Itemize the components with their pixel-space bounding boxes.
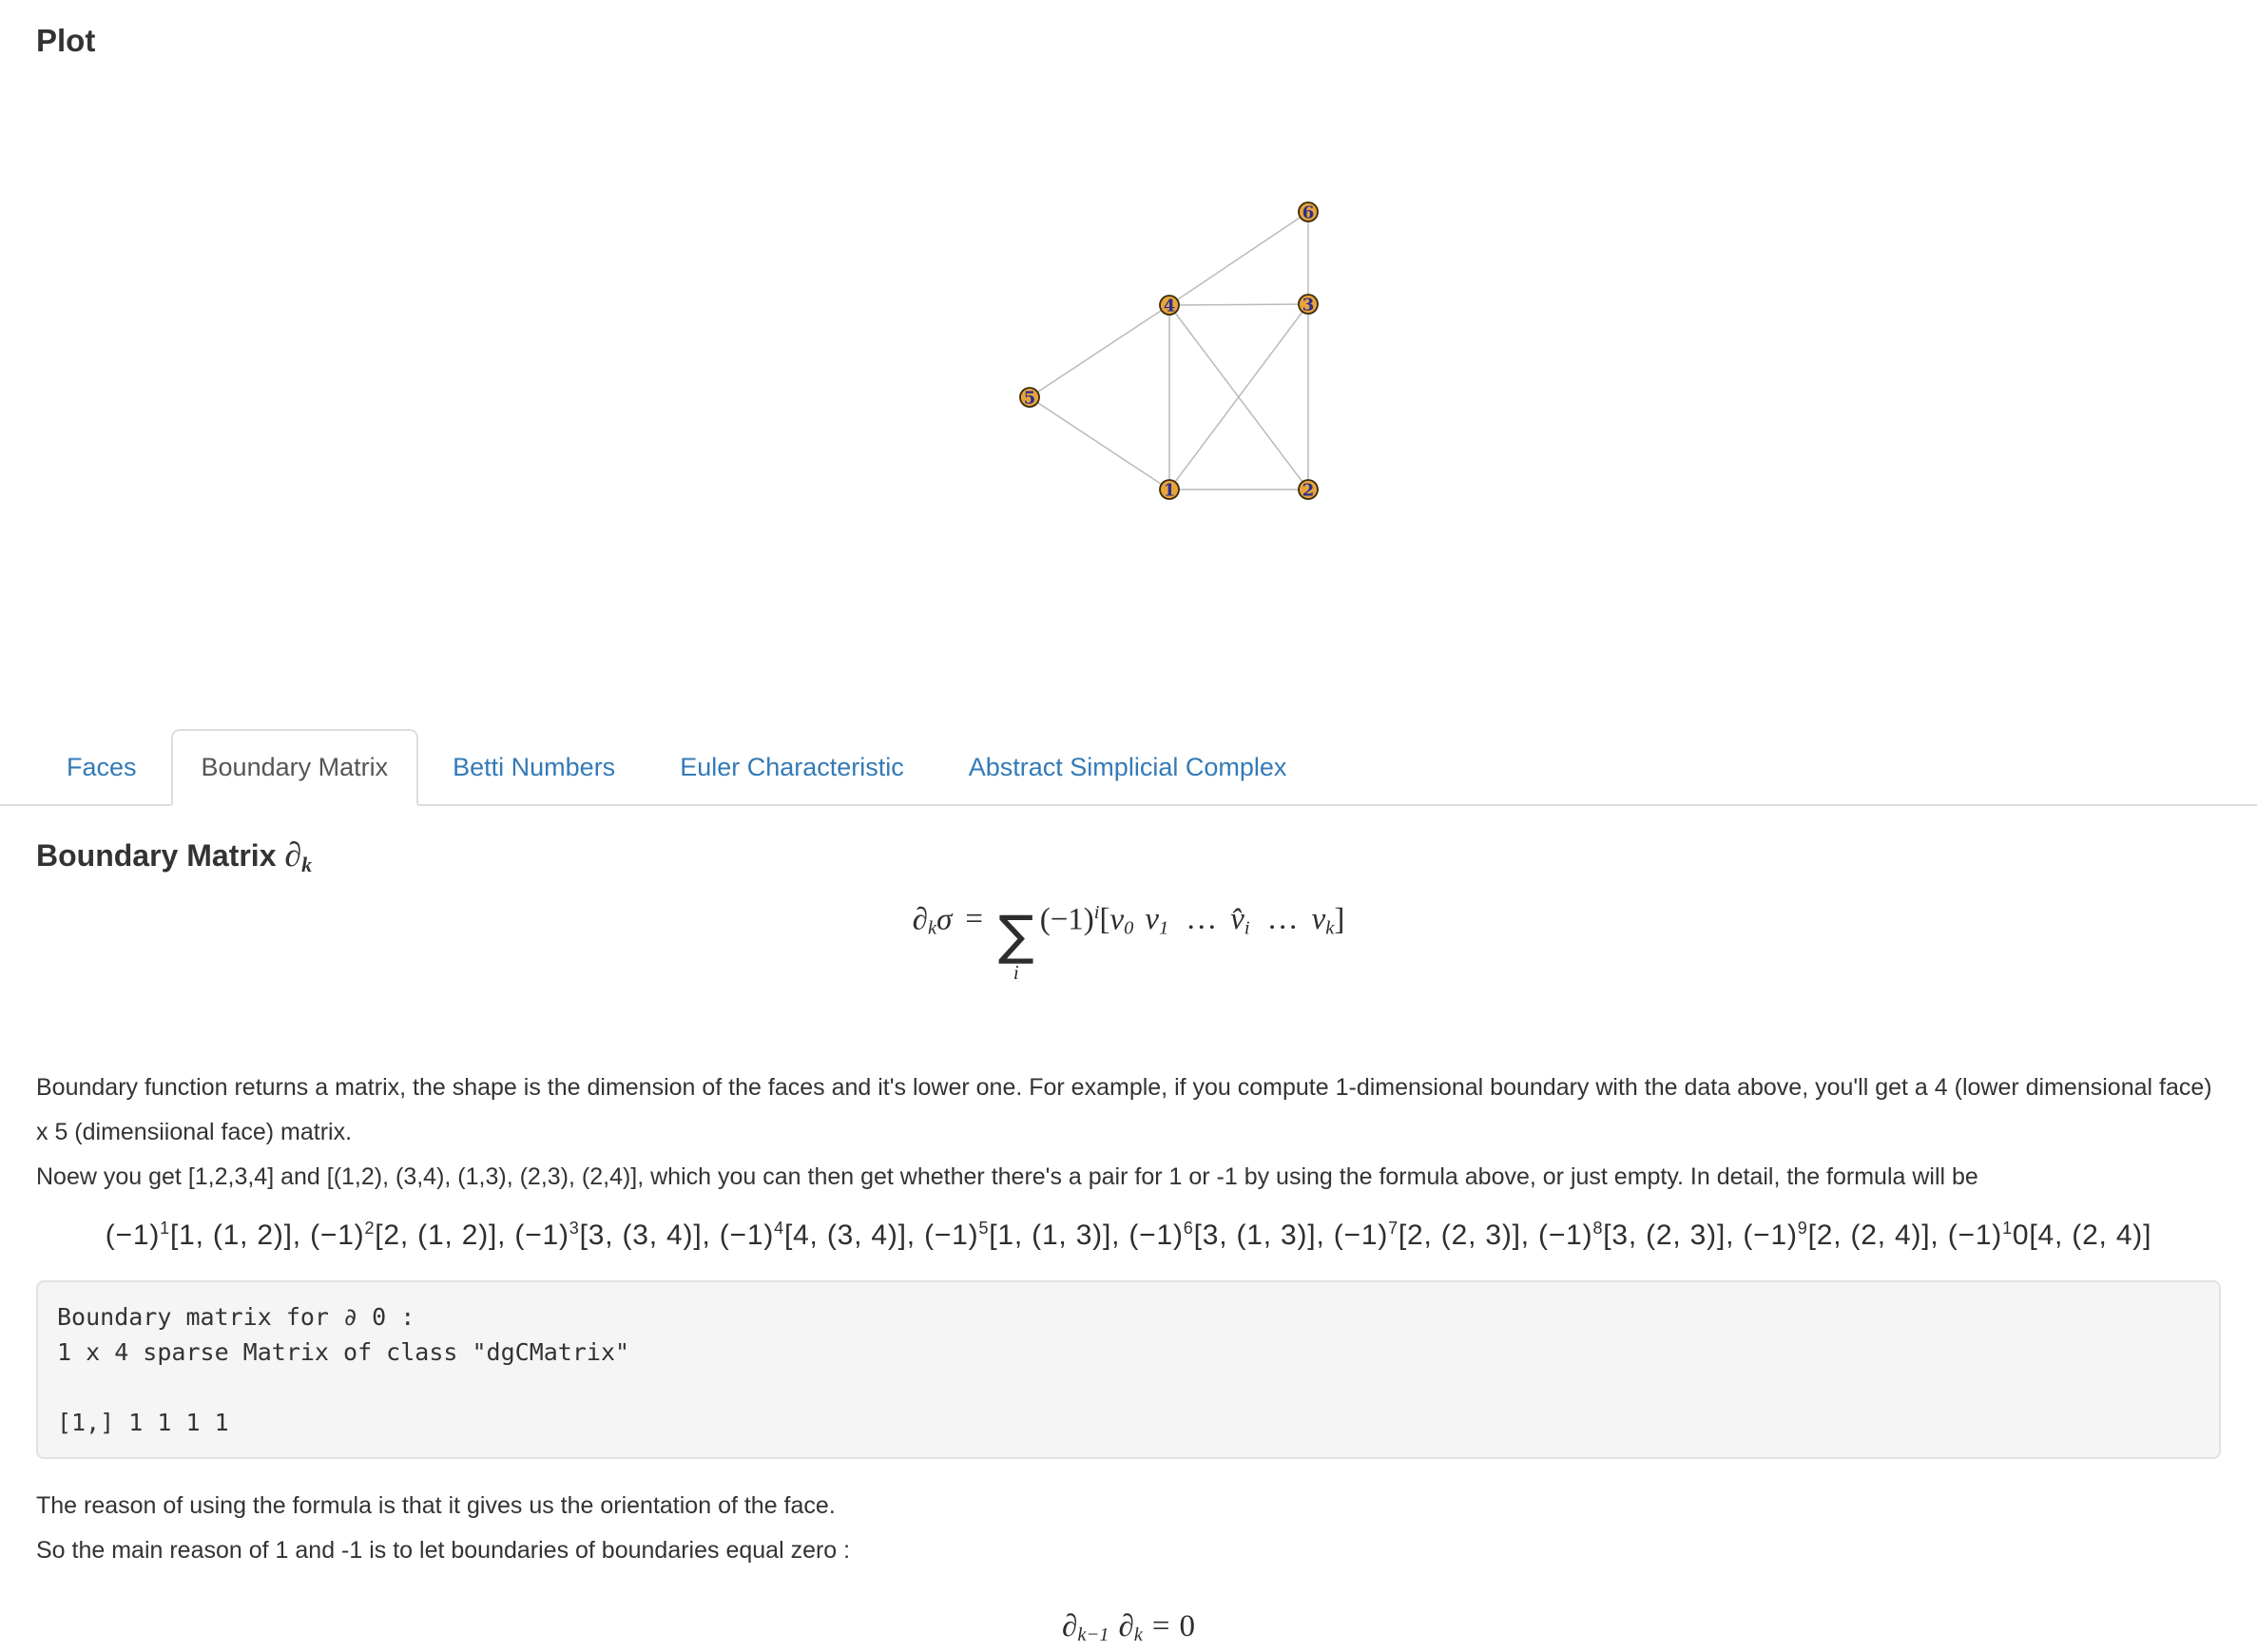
- bottom-equals: =: [1151, 1609, 1170, 1644]
- boundary-formula: [36, 902, 2221, 1016]
- formula-vk: v: [1311, 902, 1326, 937]
- graph-edge: [1169, 212, 1308, 305]
- code-line-4: [1,] 1 1 1 1: [57, 1409, 229, 1437]
- summation-operator: [997, 905, 1034, 985]
- notes-line-2: So the main reason of 1 and -1 is to let boundaries of boundaries equal zero :: [36, 1537, 851, 1565]
- tab-abstract-simplicial-complex[interactable]: Abstract Simplicial Complex: [968, 753, 1287, 781]
- boundary-matrix-heading: [36, 835, 2221, 877]
- partial-subscript: k: [301, 853, 313, 876]
- tab-euler-characteristic[interactable]: Euler Characteristic: [680, 753, 904, 781]
- formula-partial-sub: k: [927, 917, 937, 939]
- expansion-term: $(-1)^8[3$, (2, 3)],: [1538, 1219, 1744, 1252]
- formula-v0: v: [1109, 902, 1125, 937]
- formula-v1-sub: 1: [1159, 917, 1169, 939]
- partial-symbol: ∂: [284, 836, 302, 874]
- expansion-term: $(-1)^9[2$, (2, 4)],: [1743, 1219, 1948, 1252]
- code-line-3: [57, 1370, 2200, 1405]
- expansion-term: $(-1)^5[1$, (1, 3)],: [924, 1219, 1129, 1252]
- formula-v1: v: [1145, 902, 1160, 937]
- graph-node-label: 1: [1163, 480, 1176, 501]
- expansion-term: $(-1)^2[2$, (1, 2)],: [310, 1219, 515, 1252]
- notes-line-1: The reason of using the formula is that it gives us the orientation of the face.: [36, 1492, 836, 1520]
- explanation-paragraph: [36, 1066, 2221, 1200]
- tab-boundary-matrix[interactable]: Boundary Matrix: [171, 729, 419, 806]
- graph-node-label: 2: [1302, 480, 1315, 501]
- partial-k-minus-1-sub: k−1: [1077, 1624, 1109, 1646]
- bottom-zero: 0: [1179, 1609, 1195, 1644]
- partial-k-sub: k: [1133, 1624, 1143, 1646]
- formula-vk-sub: k: [1325, 917, 1335, 939]
- formula-close-bracket: ]: [1334, 902, 1345, 937]
- formula-dots-1: …: [1186, 902, 1220, 937]
- partial-k-minus-1: ∂: [1062, 1609, 1078, 1644]
- formula-exponent: i: [1093, 902, 1100, 923]
- graph-node-label: 5: [1023, 388, 1036, 409]
- tab-bar: [0, 729, 2257, 806]
- graph-edge: [1030, 305, 1169, 397]
- formula-dots-2: …: [1266, 902, 1301, 937]
- explanation-line-2: Noew you get [1,2,3,4] and [(1,2), (3,4), (1,3), (2,3), (2,4)], which you can then get whether there's a pair for 1 or -1 by using the formula above, or just empty. In detail, the formula will be: [36, 1163, 1978, 1190]
- formula-vhat: v̂: [1230, 902, 1244, 937]
- graph-edge: [1169, 304, 1308, 305]
- code-line-1: Boundary matrix for ∂ 0 :: [57, 1303, 415, 1332]
- partial-k: ∂: [1118, 1609, 1134, 1644]
- boundary-matrix-output: [36, 1280, 2221, 1459]
- plot-section-title: Plot: [36, 23, 96, 58]
- boundary-expansion-terms: [36, 1219, 2221, 1252]
- expansion-term: $(-1)^10[4$, (2, 4)]: [1947, 1219, 2152, 1252]
- graph-edge: [1030, 397, 1169, 490]
- sigma-sum-symbol: ∑: [997, 905, 1034, 968]
- code-line-2: 1 x 4 sparse Matrix of class "dgCMatrix": [57, 1338, 630, 1367]
- heading-text: Boundary Matrix: [36, 838, 285, 873]
- graph-node-label: 3: [1302, 295, 1315, 316]
- notes-paragraph: [36, 1484, 2221, 1573]
- expansion-term: $(-1)^3[3$, (3, 4)],: [514, 1219, 720, 1252]
- expansion-term: $(-1)^7[2$, (2, 3)],: [1333, 1219, 1539, 1252]
- tab-betti-numbers[interactable]: Betti Numbers: [453, 753, 616, 781]
- simplicial-complex-plot: [0, 116, 2257, 563]
- expansion-term: $(-1)^6[3$, (1, 3)],: [1128, 1219, 1334, 1252]
- tab-faces[interactable]: Faces: [67, 753, 137, 781]
- expansion-term: $(-1)^1[1$, (1, 2)],: [105, 1219, 311, 1252]
- formula-sigma: σ: [936, 902, 953, 937]
- formula-equals: =: [965, 902, 983, 937]
- formula-partial: ∂: [912, 902, 928, 937]
- formula-v0-sub: 0: [1124, 917, 1134, 939]
- graph-node-label: 6: [1302, 202, 1315, 223]
- expansion-term: $(-1)^4[4$, (3, 4)],: [719, 1219, 925, 1252]
- sum-index: i: [1013, 961, 1019, 985]
- formula-open-bracket: [: [1099, 902, 1110, 937]
- formula-vhat-sub: i: [1244, 917, 1250, 939]
- explanation-line-1: Boundary function returns a matrix, the shape is the dimension of the faces and it's lower one. For example, if you compute 1-dimensional boundary with the data above, you'll get a 4 (lower dimensional face) x 5 (dimensiional face) matrix.: [36, 1074, 2212, 1145]
- graph-node-label: 4: [1163, 296, 1176, 317]
- boundary-of-boundary-formula: [36, 1609, 2221, 1646]
- formula-base: (−1): [1039, 902, 1094, 937]
